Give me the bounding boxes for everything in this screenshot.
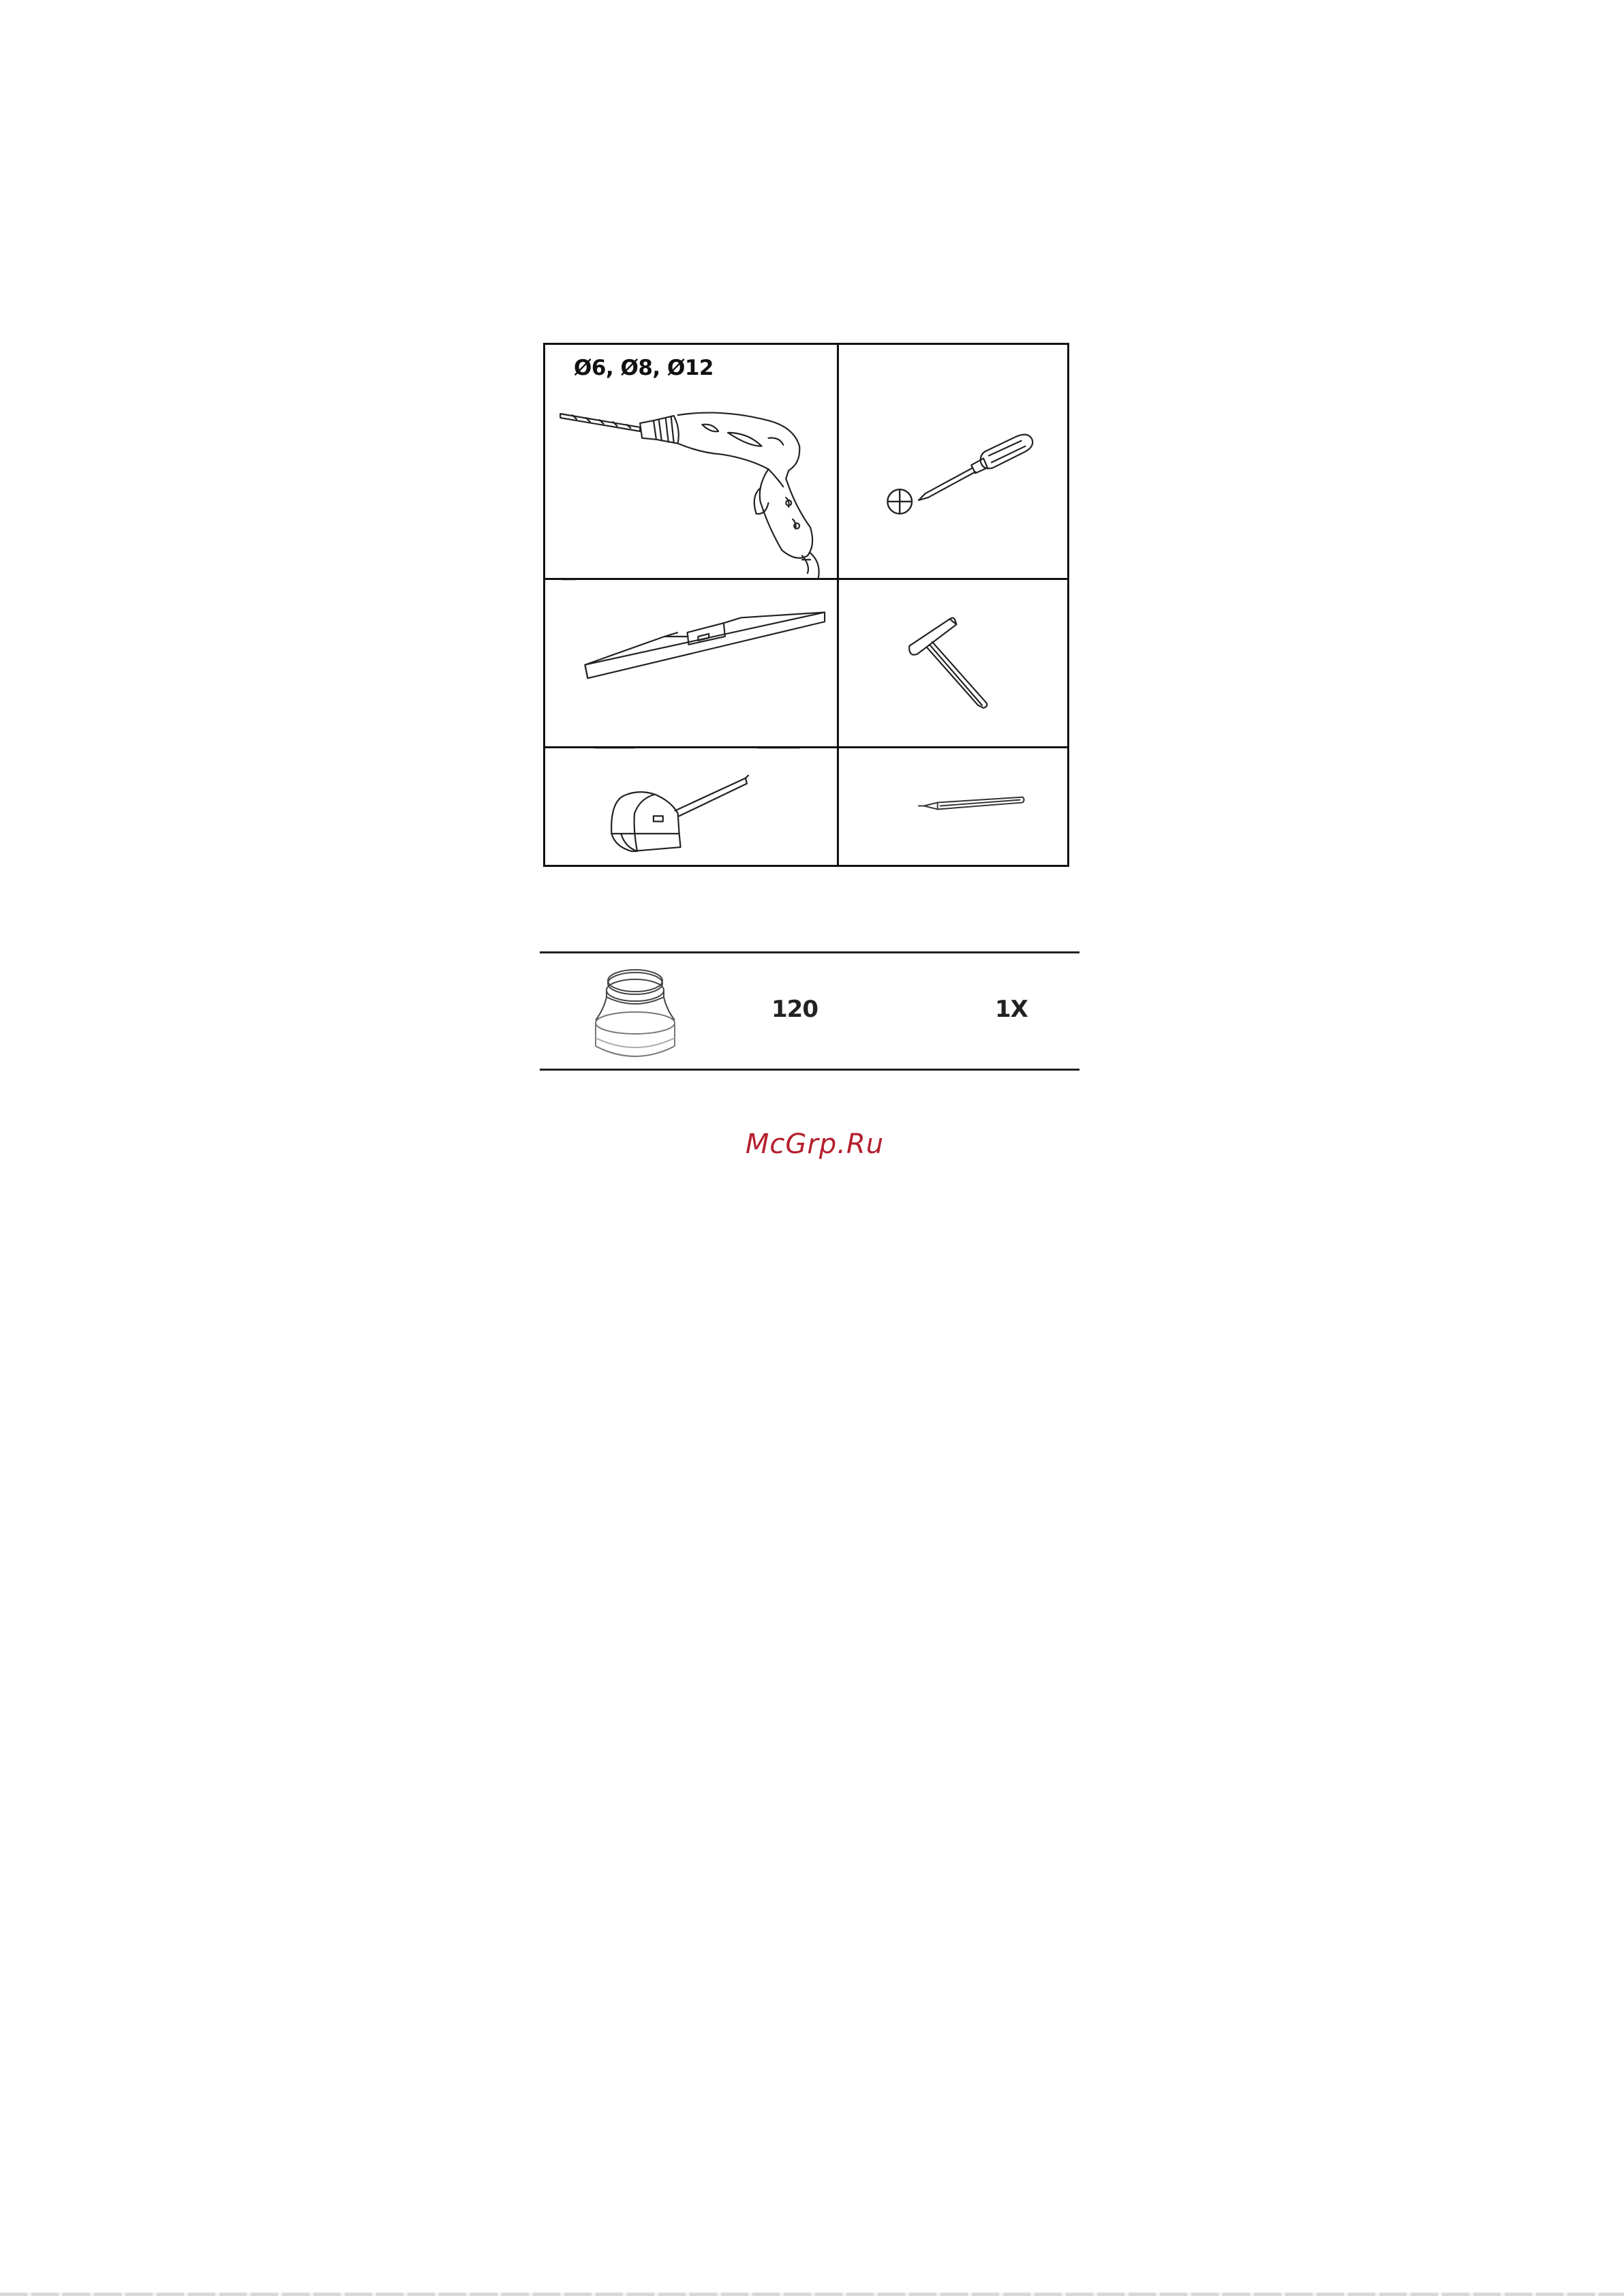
hammer-icon (839, 580, 1067, 746)
tape-measure-icon (545, 748, 837, 865)
tool-cell-pencil (839, 748, 1067, 865)
drill-bit-sizes: Ø6, Ø8, Ø12 (574, 356, 714, 380)
duct-reducer-icon (589, 967, 677, 1060)
part-size: 120 (771, 996, 818, 1023)
tool-cell-level (545, 580, 839, 748)
phillips-screwdriver-icon (839, 345, 1067, 578)
tool-cell-hammer (839, 580, 1067, 748)
tool-cell-tape-measure (545, 748, 839, 865)
tool-cell-screwdriver (839, 345, 1067, 580)
spirit-level-icon (545, 580, 837, 746)
part-quantity: 1X (995, 996, 1028, 1023)
parts-row (540, 951, 1079, 1071)
watermark: McGrp.Ru (745, 1129, 885, 1160)
tool-cell-drill (545, 345, 839, 580)
pencil-icon (839, 748, 1067, 865)
tools-grid (543, 343, 1069, 867)
phillips-head-symbol (887, 489, 912, 514)
bottom-edge-strip (0, 2293, 1624, 2296)
